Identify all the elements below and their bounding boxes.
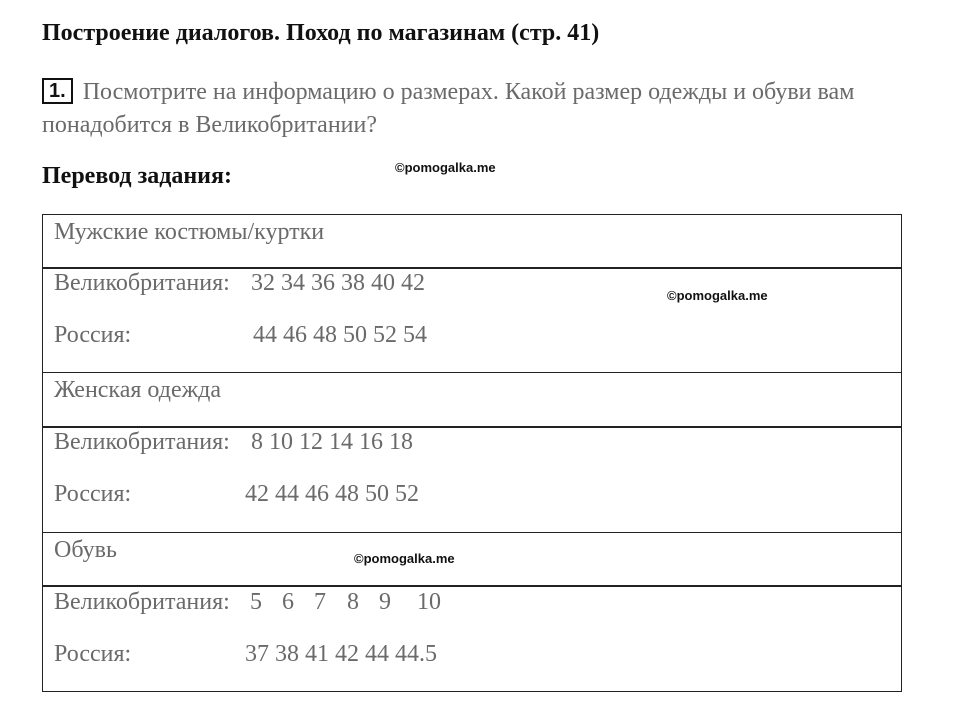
shoes-sizes-body bbox=[42, 585, 902, 692]
uk-shoe-size: 9 bbox=[379, 589, 391, 615]
page-title: Построение диалогов. Поход по магазинам (стр. 41) bbox=[42, 20, 600, 46]
ru-values: 37 38 41 42 44 44.5 bbox=[245, 641, 437, 667]
mens-sizes-heading: Мужские костюмы/куртки bbox=[42, 214, 902, 269]
uk-values: 32 34 36 38 40 42 bbox=[251, 270, 425, 296]
uk-shoe-size: 6 bbox=[282, 589, 294, 615]
womens-sizes-heading: Женская одежда bbox=[42, 372, 902, 428]
uk-label: Великобритания: bbox=[54, 429, 230, 455]
ru-values: 44 46 48 50 52 54 bbox=[253, 322, 427, 348]
watermark: ©pomogalka.me bbox=[354, 551, 455, 566]
ru-values: 42 44 46 48 50 52 bbox=[245, 481, 419, 507]
uk-label: Великобритания: bbox=[54, 589, 230, 615]
uk-shoe-size: 5 bbox=[250, 589, 262, 615]
uk-label: Великобритания: bbox=[54, 270, 230, 296]
uk-values: 8 10 12 14 16 18 bbox=[251, 429, 413, 455]
ru-label: Россия: bbox=[54, 322, 132, 348]
ru-label: Россия: bbox=[54, 481, 132, 507]
uk-shoe-size: 8 bbox=[347, 589, 359, 615]
translation-heading: Перевод задания: bbox=[42, 163, 232, 189]
shoes-sizes-heading: Обувь bbox=[42, 532, 902, 587]
watermark: ©pomogalka.me bbox=[395, 160, 496, 175]
mens-sizes-body bbox=[42, 267, 902, 373]
womens-sizes-body bbox=[42, 426, 902, 533]
task-text: Посмотрите на информацию о размерах. Какой размер одежды и обуви вам понадобится в Великобритании? bbox=[42, 79, 855, 138]
task-1 bbox=[42, 76, 902, 142]
ru-label: Россия: bbox=[54, 641, 132, 667]
uk-shoe-size: 10 bbox=[417, 589, 441, 615]
watermark: ©pomogalka.me bbox=[667, 288, 768, 303]
uk-shoe-size: 7 bbox=[314, 589, 326, 615]
task-number-badge: 1. bbox=[42, 78, 73, 104]
